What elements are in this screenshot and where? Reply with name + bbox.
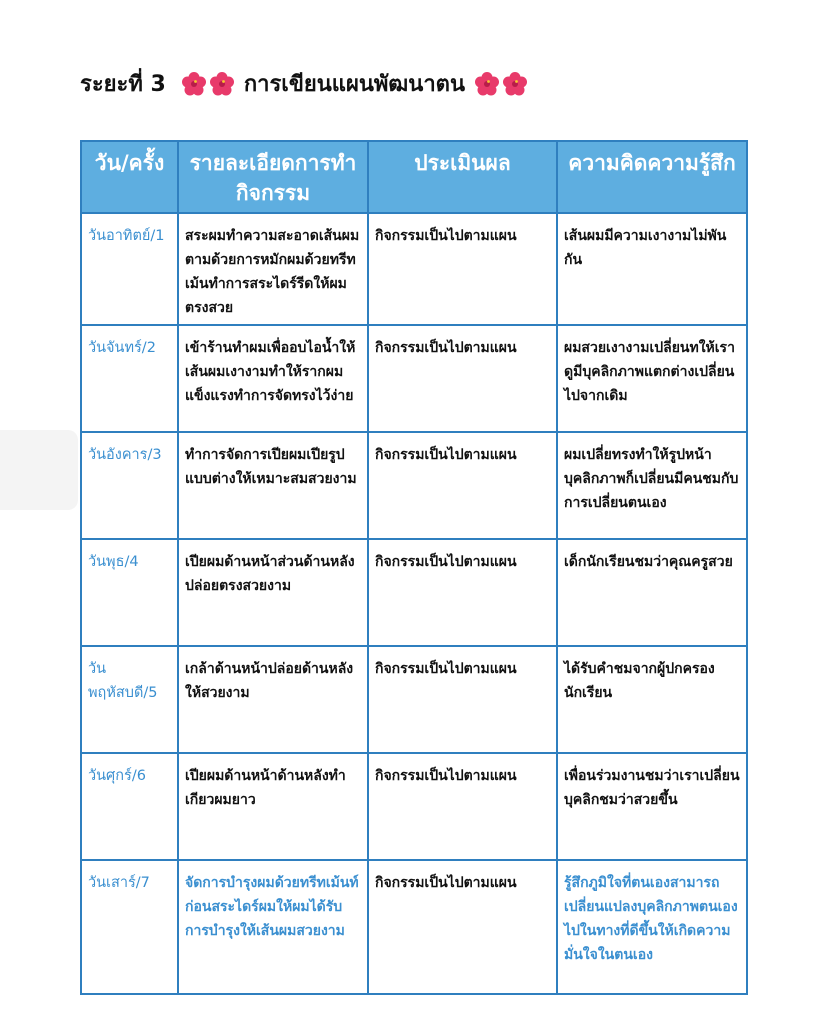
topic-title: การเขียนแผนพัฒนาตน bbox=[243, 72, 465, 97]
day-cell: วันพุธ/4 bbox=[81, 539, 178, 646]
hibiscus-icon bbox=[474, 71, 500, 97]
detail-cell: เปียผมด้านหน้าส่วนด้านหลังปล่อยตรงสวยงาม bbox=[178, 539, 368, 646]
day-cell: วันเสาร์/7 bbox=[81, 860, 178, 994]
table-row bbox=[81, 325, 747, 432]
table-row bbox=[81, 213, 747, 325]
evaluation-cell: กิจกรรมเป็นไปตามแผน bbox=[368, 432, 557, 539]
header-day: วัน/ครั้ง bbox=[81, 141, 178, 213]
day-cell: วันอังคาร/3 bbox=[81, 432, 178, 539]
evaluation-cell: กิจกรรมเป็นไปตามแผน bbox=[368, 646, 557, 753]
table-row bbox=[81, 539, 747, 646]
hibiscus-icon bbox=[181, 71, 207, 97]
table-row bbox=[81, 432, 747, 539]
detail-cell: ทำการจัดการเปียผมเปียรูปแบบต่างให้เหมาะสมสวยงาม bbox=[178, 432, 368, 539]
header-evaluation: ประเมินผล bbox=[368, 141, 557, 213]
table-header-row bbox=[81, 141, 747, 213]
feeling-cell: รู้สึกภูมิใจที่ตนเองสามารถเปลี่ยนแปลงบุคลิกภาพตนเองไปในทางที่ดีขึ้นให้เกิดความมั่นใจในตนเอง bbox=[557, 860, 747, 994]
header-feeling: ความคิดความรู้สึก bbox=[557, 141, 747, 213]
day-cell: วันจันทร์/2 bbox=[81, 325, 178, 432]
detail-cell: เข้าร้านทำผมเพื่ออบไอน้ำให้เส้นผมเงางามทำให้รากผมแข็งแรงทำการจัดทรงไว้ง่าย bbox=[178, 325, 368, 432]
page-heading bbox=[80, 66, 529, 101]
hibiscus-icon bbox=[209, 71, 235, 97]
phase-label: ระยะที่ 3 bbox=[80, 72, 166, 97]
table-row bbox=[81, 753, 747, 860]
feeling-cell: เพื่อนร่วมงานชมว่าเราเปลี่ยนบุคลิกชมว่าสวยขึ้น bbox=[557, 753, 747, 860]
day-cell: วันอาทิตย์/1 bbox=[81, 213, 178, 325]
header-detail: รายละเอียดการทำกิจกรรม bbox=[178, 141, 368, 213]
evaluation-cell: กิจกรรมเป็นไปตามแผน bbox=[368, 860, 557, 994]
day-cell: วันพฤหัสบดี/5 bbox=[81, 646, 178, 753]
detail-cell: สระผมทำความสะอาดเส้นผมตามด้วยการหมักผมด้วยทรีทเม้นทำการสระไดร์รีดให้ผมตรงสวย bbox=[178, 213, 368, 325]
hibiscus-icon bbox=[502, 71, 528, 97]
feeling-cell: ผมเปลี่ยทรงทำให้รูปหน้าบุคลิกภาพก็เปลี่ยนมีคนชมกับการเปลี่ยนตนเอง bbox=[557, 432, 747, 539]
detail-cell: เปียผมด้านหน้าด้านหลังทำเกียวผมยาว bbox=[178, 753, 368, 860]
evaluation-cell: กิจกรรมเป็นไปตามแผน bbox=[368, 539, 557, 646]
feeling-cell: ผมสวยเงางามเปลี่ยนทให้เราดูมีบุคลิกภาพแตกต่างเปลี่ยนไปจากเดิม bbox=[557, 325, 747, 432]
detail-cell: จัดการบำรุงผมด้วยทรีทเม้นท์ก่อนสระไดร์ผมให้ผมได้รับการบำรุงให้เส้นผมสวยงาม bbox=[178, 860, 368, 994]
table-row bbox=[81, 646, 747, 753]
table-row bbox=[81, 860, 747, 994]
development-plan-table bbox=[80, 140, 748, 995]
side-scroll-tab[interactable] bbox=[0, 430, 78, 510]
evaluation-cell: กิจกรรมเป็นไปตามแผน bbox=[368, 213, 557, 325]
evaluation-cell: กิจกรรมเป็นไปตามแผน bbox=[368, 753, 557, 860]
detail-cell: เกล้าด้านหน้าปล่อยด้านหลังให้สวยงาม bbox=[178, 646, 368, 753]
feeling-cell: ได้รับคำชมจากผู้ปกครองนักเรียน bbox=[557, 646, 747, 753]
evaluation-cell: กิจกรรมเป็นไปตามแผน bbox=[368, 325, 557, 432]
feeling-cell: เด็กนักเรียนชมว่าคุณครูสวย bbox=[557, 539, 747, 646]
feeling-cell: เส้นผมมีความเงางามไม่พันกัน bbox=[557, 213, 747, 325]
day-cell: วันศุกร์/6 bbox=[81, 753, 178, 860]
